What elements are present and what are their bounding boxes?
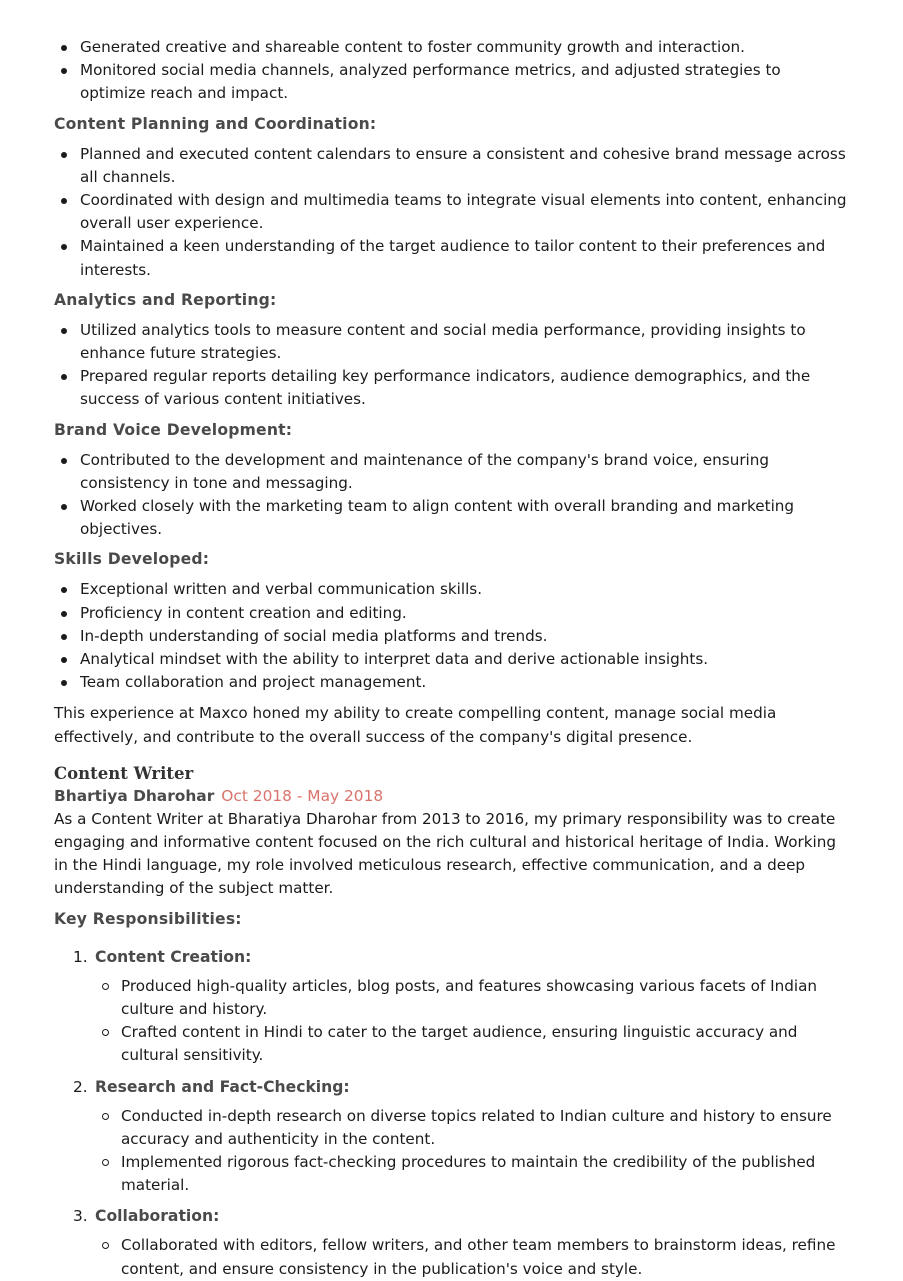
- analytics-section: [54, 290, 849, 412]
- list-item: Analytical mindset with the ability to interpret data and derive actionable insights.: [54, 648, 849, 671]
- list-item: In-depth understanding of social media platforms and trends.: [54, 625, 849, 648]
- list-item: Worked closely with the marketing team to align content with overall branding and marketing objectives.: [54, 495, 849, 541]
- responsibility-heading: Collaboration:: [95, 1207, 220, 1226]
- bullet-list: [54, 578, 849, 694]
- section-heading: Skills Developed:: [54, 550, 210, 569]
- skills-section: [54, 549, 849, 694]
- job-description: As a Content Writer at Bharatiya Dharohar from 2013 to 2016, my primary responsibility was to create engaging and informative content focused on the rich cultural and historical heritage of India. Working in the Hindi language, my role involved meticulous research, effective communication, and a deep understanding of the subject matter.: [54, 809, 837, 898]
- list-item: Monitored social media channels, analyzed performance metrics, and adjusted strategies to optimize reach and impact.: [54, 59, 849, 105]
- section-heading: Brand Voice Development:: [54, 420, 293, 439]
- content-planning-section: [54, 114, 849, 282]
- list-item: Team collaboration and project management.: [54, 671, 849, 694]
- item-number: 2.: [73, 1077, 88, 1096]
- job-entry: [54, 763, 849, 1281]
- responsibility-item: [54, 1205, 849, 1280]
- job-title: Content Writer: [54, 763, 194, 783]
- list-item: Utilized analytics tools to measure content and social media performance, providing insights to enhance future strategies.: [54, 319, 849, 365]
- responsibility-heading: Research and Fact-Checking:: [95, 1077, 350, 1096]
- list-item: Maintained a keen understanding of the target audience to tailor content to their preferences and interests.: [54, 235, 849, 281]
- company-line: [54, 785, 849, 808]
- section-heading: Content Planning and Coordination:: [54, 114, 377, 133]
- social-media-bullet-list: [54, 36, 849, 106]
- company-name: Bhartiya Dharohar: [54, 786, 215, 805]
- bullet-list: [54, 319, 849, 412]
- list-item: Generated creative and shareable content to foster community growth and interaction.: [54, 36, 849, 59]
- list-item: Crafted content in Hindi to cater to the target audience, ensuring linguistic accuracy and cultural sensitivity.: [95, 1021, 849, 1067]
- sub-bullet-list: [95, 1105, 849, 1198]
- list-item: Prepared regular reports detailing key performance indicators, audience demographics, and the success of various content initiatives.: [54, 365, 849, 411]
- item-number: 1.: [73, 947, 88, 966]
- bullet-list: [54, 143, 849, 282]
- job-dates: Oct 2018 - May 2018: [221, 786, 384, 805]
- brand-voice-section: [54, 420, 849, 542]
- section-heading: Analytics and Reporting:: [54, 290, 277, 309]
- list-item: Produced high-quality articles, blog posts, and features showcasing various facets of Indian culture and history.: [95, 975, 849, 1021]
- responsibilities-list: [54, 946, 849, 1281]
- list-item: Planned and executed content calendars to ensure a consistent and cohesive brand message across all channels.: [54, 143, 849, 189]
- bullet-list: [54, 449, 849, 542]
- list-item: Collaborated with editors, fellow writers, and other team members to brainstorm ideas, refine content, and ensure consistency in the publication's voice and style.: [95, 1234, 849, 1280]
- responsibility-heading: Content Creation:: [95, 947, 252, 966]
- list-item: Exceptional written and verbal communication skills.: [54, 578, 849, 601]
- list-item: Coordinated with design and multimedia teams to integrate visual elements into content, enhancing overall user experience.: [54, 189, 849, 235]
- responsibility-item: [54, 946, 849, 1068]
- sub-bullet-list: [95, 1234, 849, 1280]
- sub-bullet-list: [95, 975, 849, 1068]
- responsibilities-heading: Key Responsibilities:: [54, 909, 242, 928]
- list-item: Conducted in-depth research on diverse topics related to Indian culture and history to ensure accuracy and authenticity in the content.: [95, 1105, 849, 1151]
- item-number: 3.: [73, 1207, 88, 1226]
- responsibility-item: [54, 1076, 849, 1198]
- maxco-summary: This experience at Maxco honed my ability to create compelling content, manage social media effectively, and contribute to the overall success of the company's digital presence.: [54, 704, 777, 746]
- list-item: Implemented rigorous fact-checking procedures to maintain the credibility of the published material.: [95, 1151, 849, 1197]
- list-item: Proficiency in content creation and editing.: [54, 602, 849, 625]
- list-item: Contributed to the development and maintenance of the company's brand voice, ensuring consistency in tone and messaging.: [54, 449, 849, 495]
